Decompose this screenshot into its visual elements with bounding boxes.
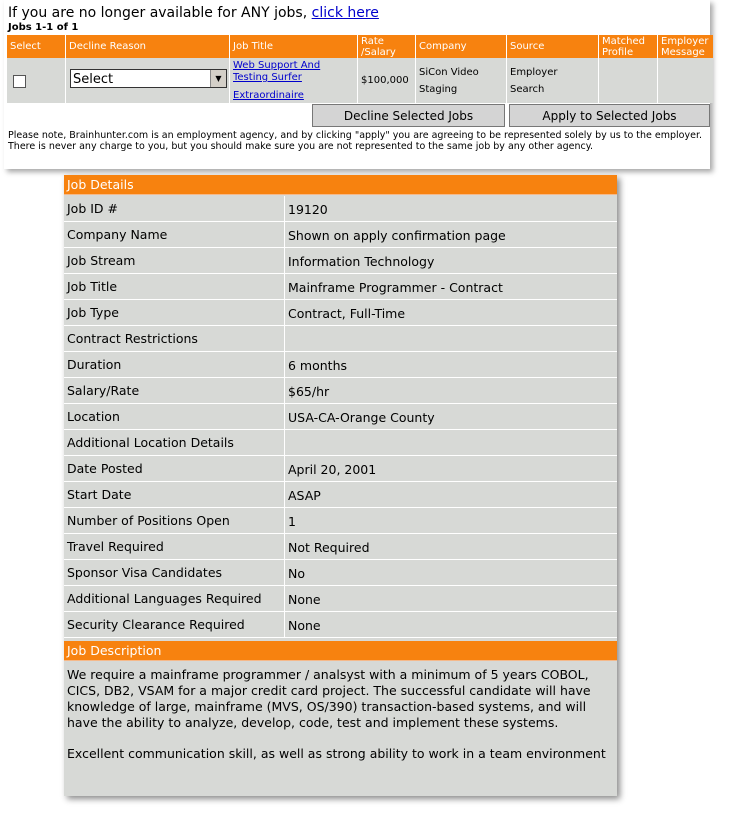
detail-value: No (288, 566, 305, 581)
detail-label: Additional Location Details (67, 435, 234, 450)
job-title-link[interactable]: Web Support And Testing Surfer (233, 60, 321, 83)
column-divider (284, 300, 285, 325)
column-divider (284, 222, 285, 247)
column-divider (284, 508, 285, 533)
detail-row (64, 274, 617, 300)
detail-value: 6 months (288, 358, 348, 373)
column-divider (284, 560, 285, 585)
detail-row (64, 378, 617, 404)
source-cell: Employer Search (507, 58, 599, 103)
detail-label: Contract Restrictions (67, 331, 198, 346)
detail-value: 19120 (288, 202, 328, 217)
detail-row (64, 248, 617, 274)
detail-label: Company Name (67, 227, 168, 242)
detail-value: Information Technology (288, 254, 435, 269)
decline-selected-jobs-button[interactable]: Decline Selected Jobs (312, 104, 505, 127)
detail-label: Date Posted (67, 461, 143, 476)
detail-value: None (288, 618, 321, 633)
col-source-header: Source (507, 35, 599, 58)
detail-label: Duration (67, 357, 122, 372)
detail-label: Sponsor Visa Candidates (67, 565, 223, 580)
detail-label: Salary/Rate (67, 383, 140, 398)
detail-label: Additional Languages Required (67, 591, 262, 606)
detail-value: 1 (288, 514, 296, 529)
job-details-heading: Job Details (64, 175, 617, 195)
detail-value: Mainframe Programmer - Contract (288, 280, 503, 295)
employer-message-cell (658, 58, 713, 103)
column-divider (284, 430, 285, 455)
disclaimer-text: Please note, Brainhunter.com is an employment agency, and by clicking "apply" you are agreeing to be represented solely by us to the employer. There is never any charge to you, but you should make sure you are not represented to the same job by any other agency. (8, 130, 703, 152)
column-divider (284, 404, 285, 429)
job-description-heading: Job Description (64, 641, 617, 661)
detail-row (64, 586, 617, 612)
detail-row (64, 196, 617, 222)
detail-value: ASAP (288, 488, 321, 503)
column-divider (284, 534, 285, 559)
job-title-link-cont[interactable]: Extraordinaire (233, 90, 304, 101)
col-rate-header: Rate /Salary (358, 35, 416, 58)
col-job-title-header: Job Title (230, 35, 358, 58)
column-divider (284, 248, 285, 273)
results-table-header (7, 35, 713, 58)
job-description-text (67, 667, 612, 777)
company-cell: SiCon Video Staging (416, 58, 507, 103)
description-paragraph: Excellent communication skill, as well as strong ability to work in a team environment (67, 746, 606, 761)
column-divider (284, 274, 285, 299)
detail-label: Travel Required (67, 539, 164, 554)
col-matched-profile-header: Matched Profile (599, 35, 658, 58)
description-paragraph: We require a mainframe programmer / analsyst with a minimum of 5 years COBOL, CICS, DB2, VSAM for a major credit card project. The successful candidate will have knowledge of large, mainframe (MVS, OS/390) transaction-based systems, and will have the ability to analyze, develop, code, test and implement these systems. (67, 667, 591, 730)
detail-value: USA-CA-Orange County (288, 410, 435, 425)
detail-value: April 20, 2001 (288, 462, 377, 477)
column-divider (284, 378, 285, 403)
detail-value: None (288, 592, 321, 607)
detail-label: Number of Positions Open (67, 513, 230, 528)
col-company-header: Company (416, 35, 507, 58)
detail-value: Shown on apply confirmation page (288, 228, 506, 243)
decline-reason-select[interactable]: Select ▼ (70, 69, 227, 88)
detail-row (64, 222, 617, 248)
detail-row (64, 326, 617, 352)
detail-label: Location (67, 409, 120, 424)
click-here-link[interactable]: click here (311, 5, 379, 21)
column-divider (284, 586, 285, 611)
detail-row (64, 300, 617, 326)
detail-label: Job Type (67, 305, 119, 320)
column-divider (284, 352, 285, 377)
detail-value: Not Required (288, 540, 370, 555)
column-divider (284, 196, 285, 221)
rate-cell: $100,000 (358, 58, 416, 103)
chevron-down-icon: ▼ (210, 70, 226, 87)
detail-row (64, 508, 617, 534)
col-employer-message-header: Employer Message (661, 35, 709, 58)
detail-row (64, 352, 617, 378)
detail-row (64, 404, 617, 430)
apply-selected-jobs-button[interactable]: Apply to Selected Jobs (509, 104, 710, 127)
column-divider (284, 456, 285, 481)
col-decline-reason-header: Decline Reason (66, 35, 230, 58)
matched-profile-cell (599, 58, 658, 103)
table-row (7, 58, 713, 103)
detail-label: Start Date (67, 487, 132, 502)
detail-label: Job Title (67, 279, 118, 294)
detail-row (64, 430, 617, 456)
column-divider (284, 612, 285, 637)
detail-row (64, 482, 617, 508)
detail-label: Job Stream (67, 253, 136, 268)
availability-notice: If you are no longer available for ANY jobs, click here (8, 5, 379, 21)
col-select-header: Select (7, 35, 66, 58)
detail-value: $65/hr (288, 384, 330, 399)
select-checkbox[interactable] (13, 75, 26, 88)
column-divider (284, 326, 285, 351)
detail-label: Job ID # (67, 201, 119, 216)
detail-value: Contract, Full-Time (288, 306, 406, 321)
jobs-count: Jobs 1-1 of 1 (8, 22, 79, 33)
detail-label: Security Clearance Required (67, 617, 245, 632)
column-divider (284, 482, 285, 507)
detail-row (64, 560, 617, 586)
job-results-panel (4, 0, 710, 169)
detail-row (64, 612, 617, 638)
detail-row (64, 456, 617, 482)
job-details-panel (64, 175, 617, 796)
detail-row (64, 534, 617, 560)
